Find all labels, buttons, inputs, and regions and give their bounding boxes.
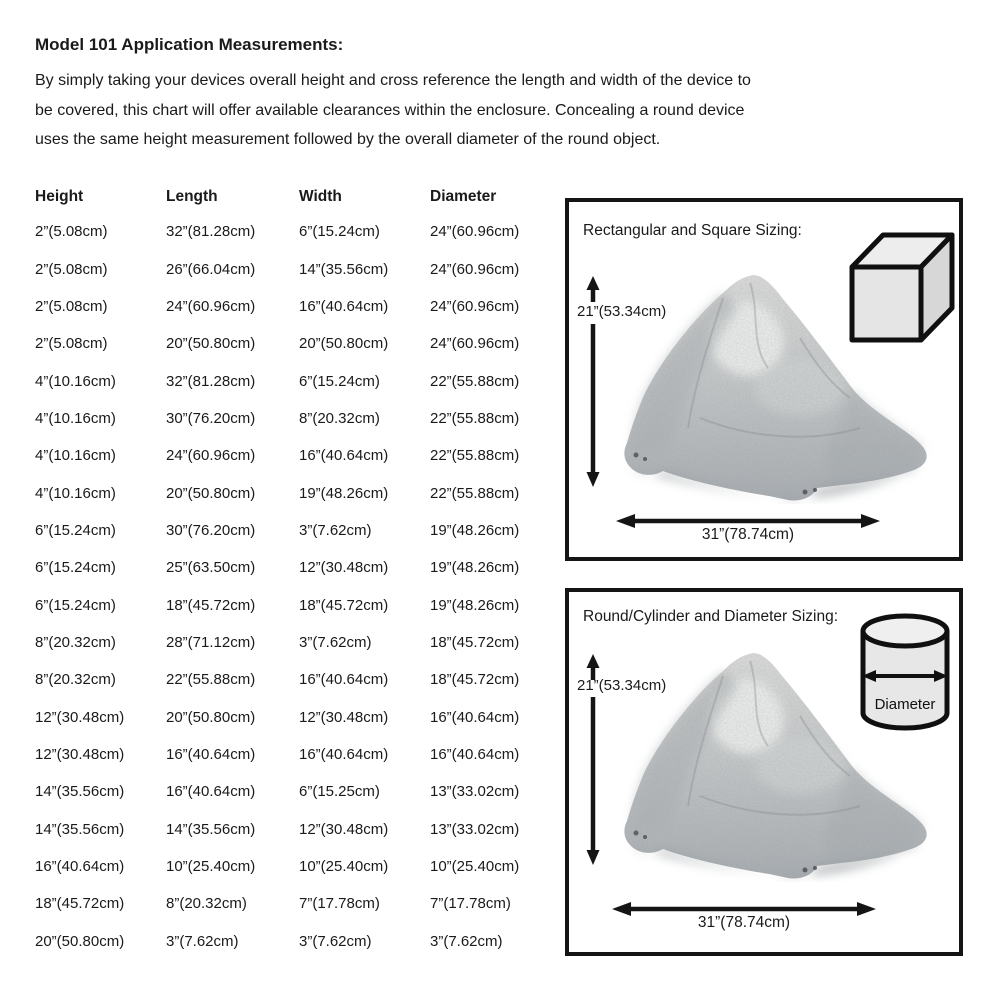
table-cell: 16”(40.64cm) xyxy=(430,745,520,763)
table-cell: 32”(81.28cm) xyxy=(166,372,256,390)
table-cell: 22”(55.88cm) xyxy=(166,671,256,689)
table-cell: 4”(10.16cm) xyxy=(35,409,116,427)
table-cell: 22”(55.88cm) xyxy=(430,447,520,465)
table-cell: 22”(55.88cm) xyxy=(430,372,520,390)
table-row xyxy=(35,549,565,586)
table-cell: 18”(45.72cm) xyxy=(299,596,389,614)
intro-line: uses the same height measurement followed by the overall diameter of the round object. xyxy=(35,131,661,149)
table-cell: 20”(50.80cm) xyxy=(35,932,125,950)
table-header-cell: Height xyxy=(35,188,84,205)
table-header-cell: Length xyxy=(166,188,218,205)
table-cell: 6”(15.25cm) xyxy=(299,783,380,801)
table-cell: 4”(10.16cm) xyxy=(35,447,116,465)
rect-sizing-panel xyxy=(565,198,963,561)
table-cell: 6”(15.24cm) xyxy=(299,223,380,241)
table-cell: 16”(40.64cm) xyxy=(166,745,256,763)
table-cell: 7”(17.78cm) xyxy=(299,895,380,913)
round-sizing-panel xyxy=(565,588,963,956)
table-cell: 7”(17.78cm) xyxy=(430,895,511,913)
table-cell: 8”(20.32cm) xyxy=(299,409,380,427)
table-row xyxy=(35,250,565,287)
table-header-cell: Diameter xyxy=(430,188,497,205)
table-row xyxy=(35,885,565,922)
page-title: Model 101 Application Measurements: xyxy=(35,35,344,55)
table-cell: 3”(7.62cm) xyxy=(166,932,239,950)
table-cell: 10”(25.40cm) xyxy=(166,858,256,876)
table-row xyxy=(35,773,565,810)
table-cell: 3”(7.62cm) xyxy=(299,521,372,539)
measurement-rows xyxy=(35,213,565,960)
height-arrow-up-icon xyxy=(584,276,602,302)
table-cell: 25”(63.50cm) xyxy=(166,559,256,577)
measurement-header xyxy=(35,181,565,213)
table-cell: 30”(76.20cm) xyxy=(166,409,256,427)
table-cell: 8”(20.32cm) xyxy=(35,633,116,651)
table-cell: 10”(25.40cm) xyxy=(299,858,389,876)
table-cell: 19”(48.26cm) xyxy=(430,559,520,577)
table-row xyxy=(35,474,565,511)
table-cell: 3”(7.62cm) xyxy=(430,932,503,950)
table-cell: 16”(40.64cm) xyxy=(299,297,389,315)
table-cell: 16”(40.64cm) xyxy=(166,783,256,801)
table-cell: 24”(60.96cm) xyxy=(166,297,256,315)
round-panel-title: Round/Cylinder and Diameter Sizing: xyxy=(583,608,839,625)
intro-paragraph xyxy=(35,66,905,155)
height-dimension-label: 21”(53.34cm) xyxy=(577,303,667,320)
table-cell: 20”(50.80cm) xyxy=(166,484,256,502)
table-cell: 14”(35.56cm) xyxy=(35,820,125,838)
table-cell: 2”(5.08cm) xyxy=(35,260,108,278)
table-cell: 18”(45.72cm) xyxy=(430,633,520,651)
table-cell: 6”(15.24cm) xyxy=(299,372,380,390)
table-row xyxy=(35,512,565,549)
table-row xyxy=(35,213,565,250)
table-cell: 2”(5.08cm) xyxy=(35,335,108,353)
table-cell: 24”(60.96cm) xyxy=(430,260,520,278)
table-row xyxy=(35,736,565,773)
table-cell: 20”(50.80cm) xyxy=(299,335,389,353)
height-dimension-label: 21”(53.34cm) xyxy=(577,677,667,694)
table-cell: 24”(60.96cm) xyxy=(430,223,520,241)
table-cell: 12”(30.48cm) xyxy=(35,745,125,763)
table-cell: 13”(33.02cm) xyxy=(430,820,520,838)
table-cell: 12”(30.48cm) xyxy=(299,708,389,726)
table-cell: 14”(35.56cm) xyxy=(166,820,256,838)
table-cell: 18”(45.72cm) xyxy=(166,596,256,614)
width-dimension-label: 31”(78.74cm) xyxy=(701,526,795,543)
table-cell: 6”(15.24cm) xyxy=(35,559,116,577)
table-cell: 19”(48.26cm) xyxy=(430,596,520,614)
table-cell: 16”(40.64cm) xyxy=(430,708,520,726)
table-cell: 26”(66.04cm) xyxy=(166,260,256,278)
table-cell: 14”(35.56cm) xyxy=(35,783,125,801)
table-cell: 22”(55.88cm) xyxy=(430,484,520,502)
table-row xyxy=(35,325,565,362)
table-cell: 30”(76.20cm) xyxy=(166,521,256,539)
table-cell: 10”(25.40cm) xyxy=(430,858,520,876)
cylinder-diameter-label: Diameter xyxy=(874,696,936,713)
table-cell: 6”(15.24cm) xyxy=(35,596,116,614)
table-cell: 19”(48.26cm) xyxy=(430,521,520,539)
height-arrow-down-icon xyxy=(584,324,602,487)
table-cell: 12”(30.48cm) xyxy=(35,708,125,726)
table-cell: 20”(50.80cm) xyxy=(166,708,256,726)
table-cell: 19”(48.26cm) xyxy=(299,484,389,502)
table-row xyxy=(35,400,565,437)
table-cell: 2”(5.08cm) xyxy=(35,223,108,241)
rect-panel-title: Rectangular and Square Sizing: xyxy=(583,222,802,239)
intro-line: By simply taking your devices overall height and cross reference the length and width of the device to xyxy=(35,72,751,89)
table-cell: 2”(5.08cm) xyxy=(35,297,108,315)
table-cell: 6”(15.24cm) xyxy=(35,521,116,539)
table-row xyxy=(35,362,565,399)
table-cell: 16”(40.64cm) xyxy=(299,671,389,689)
table-row xyxy=(35,811,565,848)
intro-line: be covered, this chart will offer available clearances within the enclosure. Concealing a round device xyxy=(35,101,745,119)
table-header-cell: Width xyxy=(299,188,342,205)
table-row xyxy=(35,661,565,698)
table-cell: 12”(30.48cm) xyxy=(299,559,389,577)
table-cell: 24”(60.96cm) xyxy=(166,447,256,465)
table-row xyxy=(35,848,565,885)
table-row xyxy=(35,288,565,325)
table-cell: 28”(71.12cm) xyxy=(166,633,256,651)
measurements-table xyxy=(35,181,565,960)
table-cell: 16”(40.64cm) xyxy=(299,447,389,465)
table-cell: 8”(20.32cm) xyxy=(35,671,116,689)
table-row xyxy=(35,923,565,960)
table-cell: 14”(35.56cm) xyxy=(299,260,389,278)
table-row xyxy=(35,624,565,661)
table-cell: 4”(10.16cm) xyxy=(35,372,116,390)
table-cell: 12”(30.48cm) xyxy=(299,820,389,838)
table-cell: 22”(55.88cm) xyxy=(430,409,520,427)
table-cell: 8”(20.32cm) xyxy=(166,895,247,913)
table-cell: 24”(60.96cm) xyxy=(430,297,520,315)
table-row xyxy=(35,437,565,474)
table-cell: 3”(7.62cm) xyxy=(299,633,372,651)
table-row xyxy=(35,698,565,735)
table-cell: 16”(40.64cm) xyxy=(299,745,389,763)
table-cell: 32”(81.28cm) xyxy=(166,223,256,241)
table-cell: 18”(45.72cm) xyxy=(430,671,520,689)
height-arrow-down-icon xyxy=(584,697,602,865)
width-dimension-label: 31”(78.74cm) xyxy=(697,914,791,931)
table-row xyxy=(35,586,565,623)
table-cell: 20”(50.80cm) xyxy=(166,335,256,353)
table-cell: 3”(7.62cm) xyxy=(299,932,372,950)
table-cell: 18”(45.72cm) xyxy=(35,895,125,913)
table-cell: 13”(33.02cm) xyxy=(430,783,520,801)
table-cell: 24”(60.96cm) xyxy=(430,335,520,353)
table-cell: 4”(10.16cm) xyxy=(35,484,116,502)
table-cell: 16”(40.64cm) xyxy=(35,858,125,876)
